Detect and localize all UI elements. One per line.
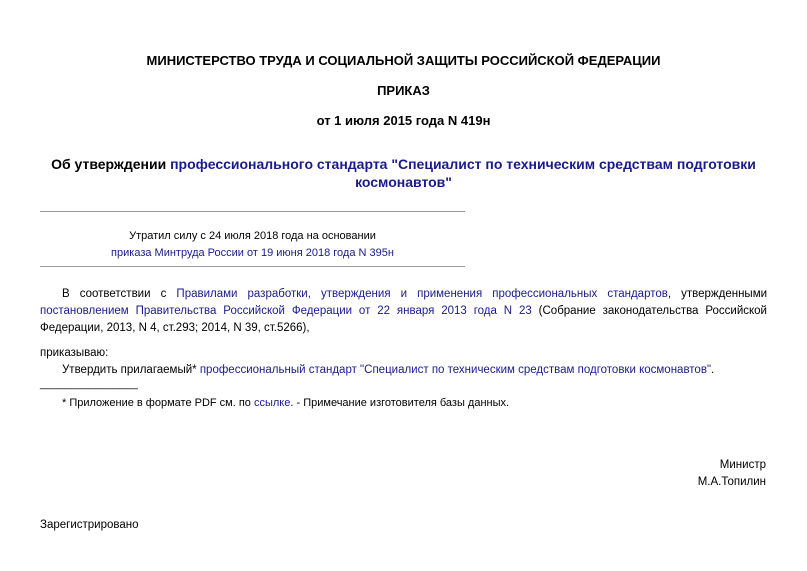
ministry-heading: МИНИСТЕРСТВО ТРУДА И СОЦИАЛЬНОЙ ЗАЩИТЫ РОССИЙСКОЙ ФЕДЕРАЦИИ	[146, 53, 661, 68]
divider-bottom	[40, 266, 465, 267]
order-date-heading: от 1 июля 2015 года N 419н	[316, 113, 491, 128]
divider-top	[40, 211, 465, 212]
government-decree-link[interactable]: постановлением Правительства Российской Федерации от 22 января 2013 года N 23	[40, 305, 532, 317]
status-note-text: Утратил силу с 24 июля 2018 года на основании	[129, 230, 376, 242]
document-title	[0, 155, 807, 191]
repeal-order-link[interactable]: приказа Минтруда России от 19 июня 2018 года N 395н	[111, 247, 394, 259]
pdf-attachment-link[interactable]: ссылке	[253, 397, 291, 409]
order-type-heading: ПРИКАЗ	[377, 83, 430, 98]
order-word: приказываю:	[40, 347, 109, 359]
registered-label: Зарегистрировано	[40, 519, 139, 531]
approved-standard-link[interactable]: профессиональный стандарт "Специалист по техническим средствам подготовки космонавтов"	[199, 364, 712, 376]
rules-link[interactable]: Правилами разработки, утверждения и применения профессиональных стандартов	[176, 288, 668, 300]
status-note	[40, 228, 465, 262]
signatory-name: М.А.Топилин	[697, 476, 766, 488]
footnote: * Приложение в формате PDF см. по ссылке. - Примечание изготовителя базы данных.	[62, 397, 510, 409]
signatory-position: Министр	[719, 459, 766, 471]
signature-block	[698, 457, 766, 491]
title-prefix: Об утверждении	[51, 156, 171, 172]
standard-title-link[interactable]: профессионального стандарта "Специалист по техническим средствам подготовки космонавтов"	[170, 156, 756, 190]
approve-paragraph: Утвердить прилагаемый* профессиональный стандарт "Специалист по техническим средствам подготовки космонавтов".	[62, 364, 715, 376]
preamble-paragraph: В соответствии с Правилами разработки, утверждения и применения профессиональных стандартов, утвержденными постановлением Правительства Российской Федерации от 22 января 2013 года N 23 (Собрание законодательства Российской Федерации, 2013, N 4, ст.293; 2014, N 39, ст.5266),	[40, 288, 768, 334]
footnote-rule: ________________	[40, 378, 138, 390]
